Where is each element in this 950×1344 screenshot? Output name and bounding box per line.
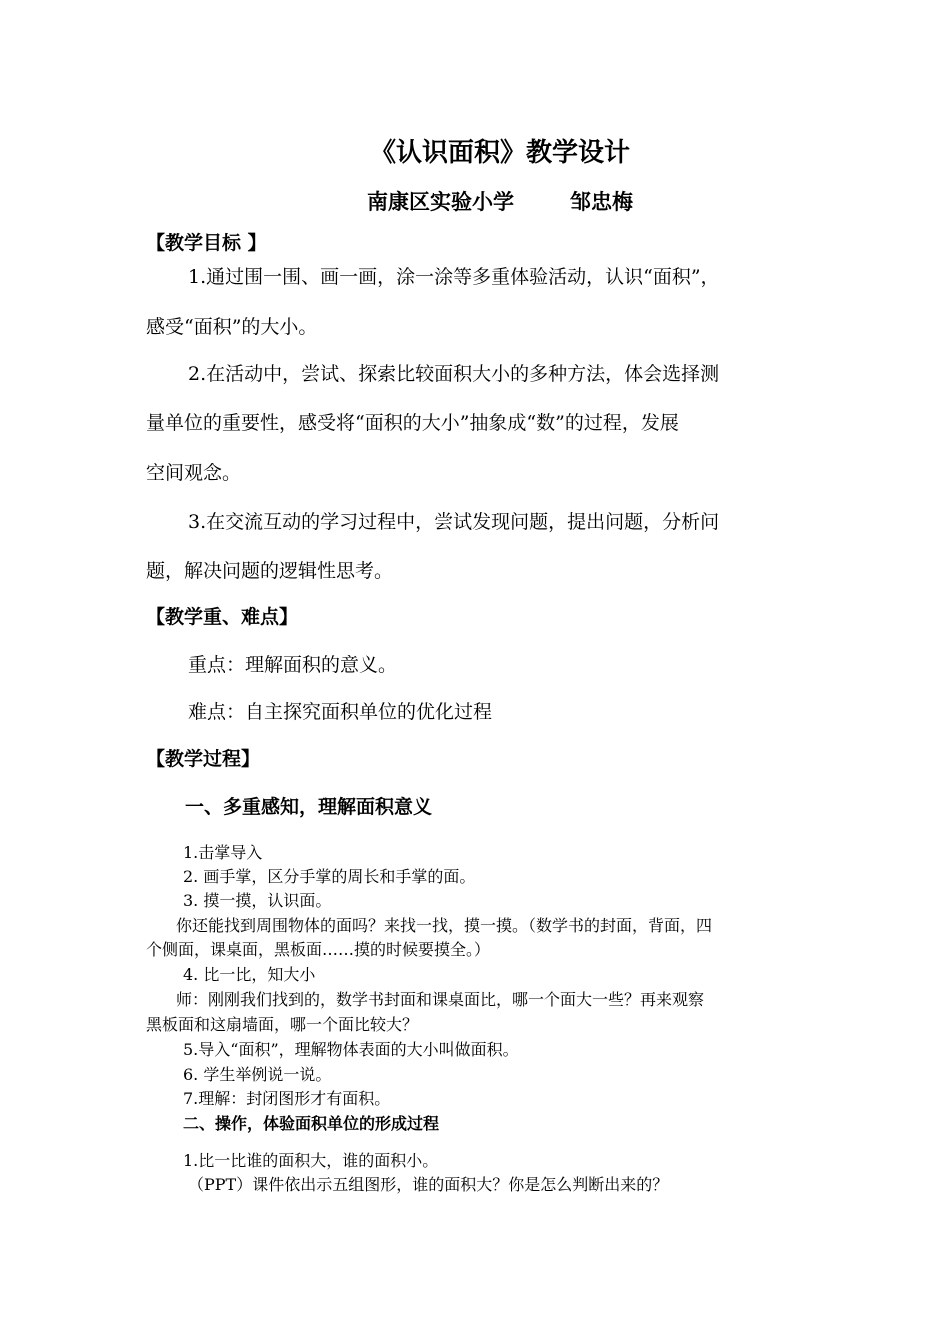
goal-1-line-2: 感受“面积”的大小。 <box>146 316 318 338</box>
author-line <box>0 186 950 216</box>
part-1-item: 3. 摸一摸，认识面。 <box>183 891 332 910</box>
difficult-point: 难点：自主探究面积单位的优化过程 <box>188 701 493 723</box>
process-heading: 【教学过程】 <box>146 748 261 770</box>
part-2-item: （PPT）课件依出示五组图形，谁的面积大？你是怎么判断出来的？ <box>188 1175 669 1194</box>
goal-2-line-3: 空间观念。 <box>146 462 242 484</box>
part-1-item: 5.导入“面积”，理解物体表面的大小叫做面积。 <box>183 1040 519 1059</box>
part-1-item: 个侧面，课桌面，黑板面……摸的时候要摸全。） <box>146 940 491 959</box>
goal-3-line-2: 题，解决问题的逻辑性思考。 <box>146 560 394 582</box>
goal-2-line-2: 量单位的重要性，感受将“面积的大小”抽象成“数”的过程，发展 <box>146 412 679 434</box>
part-2-item: 1.比一比谁的面积大，谁的面积小。 <box>183 1151 439 1170</box>
author-name: 邹忠梅 <box>570 189 633 214</box>
author-school: 南康区实验小学 <box>367 189 514 214</box>
key-points-heading: 【教学重、难点】 <box>146 606 299 628</box>
goal-2-line-1: 2.在活动中，尝试、探索比较面积大小的多种方法，体会选择测 <box>188 363 720 385</box>
part-1-item: 师：刚刚我们找到的，数学书封面和课桌面比，哪一个面大一些？再来观察 <box>176 990 705 1009</box>
part-2-heading: 二、操作，体验面积单位的形成过程 <box>183 1114 440 1133</box>
document-title: 《认识面积》教学设计 <box>369 138 630 168</box>
goal-1-line-1: 1.通过围一围、画一画，涂一涂等多重体验活动，认识“面积”， <box>188 266 720 288</box>
part-1-item: 黑板面和这扇墙面，哪一个面比较大？ <box>146 1015 419 1034</box>
part-1-item: 7.理解：封闭图形才有面积。 <box>183 1089 391 1108</box>
goal-3-line-1: 3.在交流互动的学习过程中，尝试发现问题，提出问题，分析问 <box>188 511 720 533</box>
part-1-heading: 一、多重感知，理解面积意义 <box>185 796 433 818</box>
part-1-item: 你还能找到周围物体的面吗？来找一找，摸一摸。（数学书的封面，背面，四 <box>176 916 713 935</box>
key-point: 重点：理解面积的意义。 <box>188 654 398 676</box>
part-1-item: 4. 比一比，知大小 <box>183 965 316 984</box>
part-1-item: 1.击掌导入 <box>183 843 263 862</box>
part-1-item: 2. 画手掌，区分手掌的周长和手掌的面。 <box>183 867 476 886</box>
goals-heading: 【教学目标 】 <box>146 232 267 254</box>
part-1-item: 6. 学生举例说一说。 <box>183 1065 332 1084</box>
